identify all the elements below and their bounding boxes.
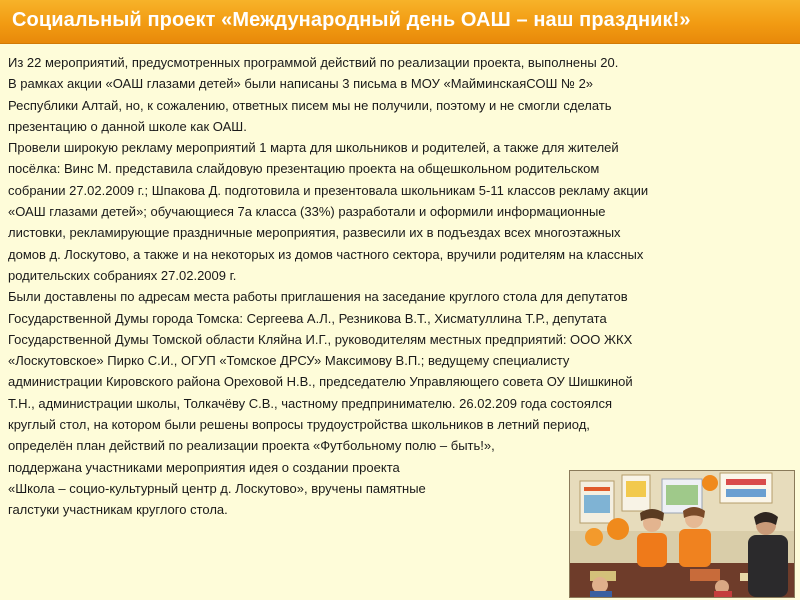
- text-line: «Лоскутовское» Пирко С.И., ОГУП «Томское ДРСУ» Максимову В.П.; ведущему специалисту: [8, 353, 570, 369]
- text-line: Государственной Думы Томской области Кляйна И.Г., руководителям местных предприятий: ООО ЖКХ: [8, 331, 633, 347]
- text-line: круглый стол, на котором были решены вопросы трудоустройства школьников в летний период,: [8, 417, 590, 433]
- text-line: Были доставлены по адресам места работы приглашения на заседание круглого стола для депутатов: [8, 289, 628, 305]
- text-line: собрании 27.02.2009 г.; Шпакова Д. подготовила и презентовала школьникам 5-11 классов рекламу акции: [8, 182, 649, 198]
- slide-title: Социальный проект «Международный день ОАШ – наш праздник!»: [12, 9, 691, 31]
- text-line: посёлка: Винс М. представила слайдовую презентацию проекта на общешкольном родительском: [8, 161, 600, 177]
- text-line: В рамках акции «ОАШ глазами детей» были написаны 3 письма в МОУ «МайминскаяСОШ № 2»: [8, 76, 594, 92]
- text-line: определён план действий по реализации проекта «Футбольному полю – быть!»,: [8, 438, 495, 454]
- text-line: «ОАШ глазами детей»; обучающиеся 7а класса (33%) разработали и оформили информационные: [8, 204, 606, 220]
- body-text: [8, 52, 783, 521]
- text-line: Из 22 мероприятий, предусмотренных программой действий по реализации проекта, выполнены 20.: [8, 55, 619, 70]
- text-line: администрации Кировского района Ореховой Н.В., председателю Управляющего совета ОУ Шишкиной: [8, 374, 633, 390]
- text-line: презентацию о данной школе как ОАШ.: [8, 118, 247, 134]
- text-line: Республики Алтай, но, к сожалению, ответных писем мы не получили, поэтому и не смогли сделать: [8, 97, 612, 113]
- text-line: листовки, рекламирующие праздничные мероприятия, развесили их в подъездах всех многоэтажных: [8, 225, 621, 241]
- title-bar: [0, 0, 800, 44]
- text-line: «Школа – социо-культурный центр д. Лоскутово», вручены памятные: [8, 480, 426, 496]
- text-line: домов д. Лоскутово, а также и на некоторых из домов частного сектора, вручили родителям на классных: [8, 246, 644, 262]
- text-line: поддержана участниками мероприятия идея о создании проекта: [8, 459, 400, 475]
- text-line: родительских собраниях 27.02.2009 г.: [8, 267, 237, 283]
- text-line: Провели широкую рекламу мероприятий 1 марта для школьников и родителей, а также для жителей: [8, 140, 619, 156]
- text-line: Т.Н., администрации школы, Толкачёву С.В., частному предпринимателю. 26.02.209 года состоялся: [8, 395, 612, 411]
- text-line: галстуки участникам круглого стола.: [8, 502, 228, 518]
- round-table-photo: [569, 470, 795, 598]
- text-line: Государственной Думы города Томска: Сергеева А.Л., Резникова В.Т., Хисматуллина Т.Р., депутата: [8, 310, 607, 326]
